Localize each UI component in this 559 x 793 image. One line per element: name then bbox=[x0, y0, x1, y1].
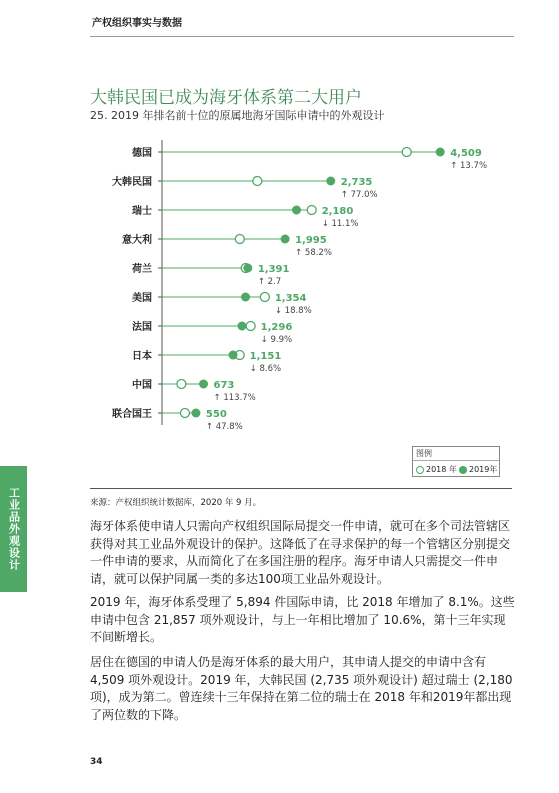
category-label: 中国 bbox=[132, 380, 152, 391]
dot-plot-chart bbox=[90, 130, 514, 440]
body-paragraph-2: 2019 年，海牙体系受理了 5,894 件国际申请，比 2018 年增加了 8.1%。这些申请中包含 21,857 项外观设计，与上一年相比增加了 10.6%，第十三年实现不间断增长。 bbox=[90, 595, 515, 644]
change-label: ↓ 9.9% bbox=[260, 335, 293, 345]
page-number: 34 bbox=[90, 757, 103, 767]
point-2019 bbox=[281, 235, 290, 244]
point-2018 bbox=[253, 177, 262, 186]
legend-label-2019: 2019年 bbox=[469, 465, 498, 474]
change-label: ↓ 11.1% bbox=[321, 219, 359, 229]
value-label: 1,354 bbox=[274, 293, 307, 304]
point-2018 bbox=[260, 293, 269, 302]
change-label: ↑ 13.7% bbox=[450, 161, 488, 171]
category-label: 法国 bbox=[132, 322, 152, 333]
category-label: 德国 bbox=[132, 148, 152, 159]
point-2018 bbox=[235, 235, 244, 244]
source-note: 来源：产权组织统计数据库，2020 年 9 月。 bbox=[90, 498, 262, 508]
legend-item-2019 bbox=[459, 464, 497, 475]
side-tab-label: 工业品外观设计 bbox=[7, 487, 21, 571]
value-label: 1,391 bbox=[257, 264, 290, 275]
category-label: 荷兰 bbox=[132, 264, 152, 275]
body-paragraph-1: 海牙体系使申请人只需向产权组织国际局提交一件申请，就可在多个司法管辖区获得对其工业品外观设计的保护。这降低了在寻求保护的每一个管辖区分别提交一件申请的要求，从而简化了在多国注册的程序。海牙申请人只需提交一件申请，就可以保护同属一类的多达100项工业品外观设计。 bbox=[90, 519, 511, 586]
legend-label-2018: 2018 年 bbox=[426, 465, 457, 474]
chart-legend bbox=[412, 446, 500, 477]
change-label: ↓ 18.8% bbox=[274, 306, 312, 316]
category-label: 瑞士 bbox=[132, 206, 152, 217]
point-2019 bbox=[229, 351, 238, 360]
point-2018 bbox=[180, 409, 189, 418]
header-divider bbox=[90, 36, 514, 37]
filled-circle-icon bbox=[459, 466, 467, 474]
change-label: ↑ 58.2% bbox=[295, 248, 332, 258]
value-label: 2,180 bbox=[321, 206, 354, 217]
legend-title: 图例 bbox=[416, 449, 432, 458]
category-label: 大韩民国 bbox=[112, 177, 152, 188]
value-label: 1,296 bbox=[260, 322, 293, 333]
source-divider bbox=[90, 488, 512, 489]
point-2018 bbox=[307, 206, 316, 215]
open-circle-icon bbox=[416, 466, 424, 474]
category-label: 联合国王 bbox=[112, 409, 152, 420]
change-label: ↑ 113.7% bbox=[213, 393, 256, 403]
category-label: 意大利 bbox=[122, 235, 152, 246]
point-2019 bbox=[292, 206, 301, 215]
point-2018 bbox=[177, 380, 186, 389]
point-2019 bbox=[237, 322, 246, 331]
section-side-tab bbox=[0, 466, 27, 592]
value-label: 550 bbox=[205, 409, 227, 420]
point-2018 bbox=[402, 148, 411, 157]
point-2018 bbox=[246, 322, 255, 331]
running-header: 产权组织事实与数据 bbox=[92, 18, 182, 29]
chart-subtitle: 25. 2019 年排名前十位的原属地海牙国际申请中的外观设计 bbox=[90, 109, 385, 122]
value-label: 4,509 bbox=[450, 148, 482, 159]
value-label: 2,735 bbox=[340, 177, 373, 188]
legend-item-2018 bbox=[416, 464, 457, 475]
body-paragraph-3: 居住在德国的申请人仍是海牙体系的最大用户，其申请人提交的申请中含有 4,509 项外观设计。2019 年，大韩民国 (2,735 项外观设计) 超过瑞士 (2,180 项)，成为第二。曾连续十三年保持在第二位的瑞士在 2018 年和2019年都出现了两位数的下降。 bbox=[90, 655, 513, 722]
change-label: ↑ 77.0% bbox=[340, 190, 378, 200]
point-2019 bbox=[436, 148, 445, 157]
category-label: 美国 bbox=[132, 293, 152, 304]
point-2019 bbox=[326, 177, 335, 186]
legend-divider bbox=[413, 460, 499, 461]
point-2019 bbox=[191, 409, 200, 418]
value-label: 673 bbox=[213, 380, 235, 391]
category-label: 日本 bbox=[132, 351, 152, 362]
point-2019 bbox=[199, 380, 208, 389]
point-2019 bbox=[243, 264, 252, 273]
point-2019 bbox=[241, 293, 250, 302]
change-label: ↓ 8.6% bbox=[249, 364, 282, 374]
value-label: 1,995 bbox=[295, 235, 327, 246]
value-label: 1,151 bbox=[249, 351, 282, 362]
chart-title: 大韩民国已成为海牙体系第二大用户 bbox=[90, 88, 362, 108]
change-label: ↑ 2.7 bbox=[257, 277, 282, 287]
change-label: ↑ 47.8% bbox=[205, 422, 243, 432]
